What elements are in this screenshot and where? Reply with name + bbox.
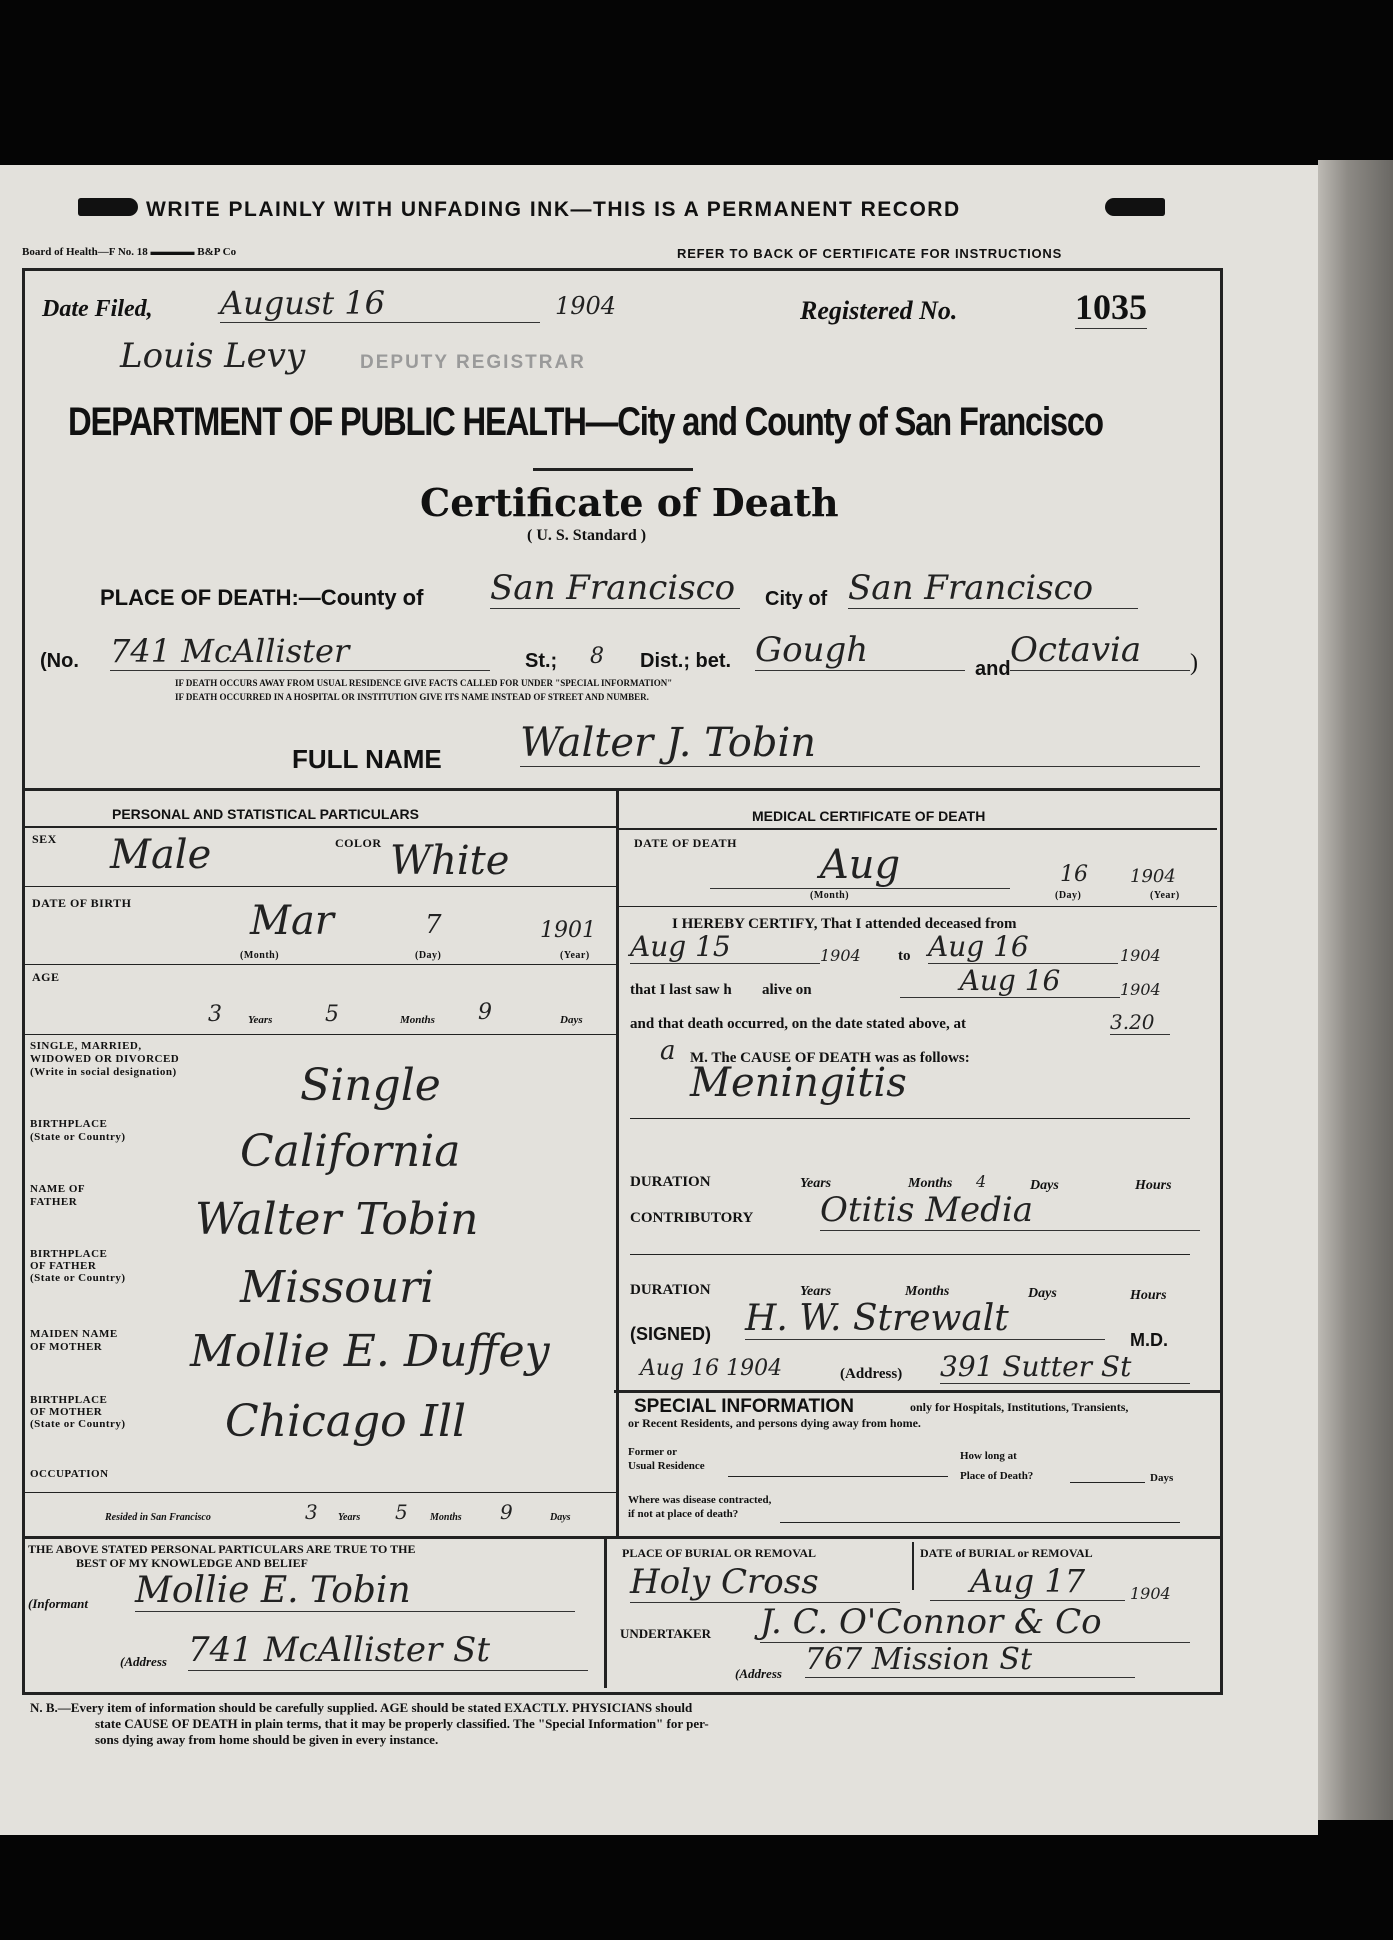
father-label-2: FATHER xyxy=(30,1196,78,1208)
certify-text: I HEREBY CERTIFY, That I attended deceased from xyxy=(672,916,1017,932)
undertaker-name: J. C. O'Connor & Co xyxy=(760,1602,1190,1643)
age-months-caption: Months xyxy=(400,1014,435,1026)
banner-hand-left xyxy=(78,198,138,221)
father-birthplace: Missouri xyxy=(240,1262,435,1313)
burial-place: Holy Cross xyxy=(630,1562,900,1603)
street-no-label: (No. xyxy=(40,650,79,672)
informant-label: (Informant xyxy=(28,1596,88,1611)
registrar-stamp: DEPUTY REGISTRAR xyxy=(360,352,586,373)
page-edge xyxy=(1318,160,1393,1820)
howlong-line xyxy=(1070,1482,1145,1483)
contracted-line xyxy=(780,1522,1180,1523)
informant-name: Mollie E. Tobin xyxy=(135,1570,575,1612)
full-name-value: Walter J. Tobin xyxy=(520,720,1200,767)
between-street-2: Octavia xyxy=(1010,630,1190,671)
color-label: COLOR xyxy=(335,836,382,850)
title-rule xyxy=(533,468,693,471)
father-bp-label-1: BIRTHPLACE xyxy=(30,1248,108,1260)
banner-hand-right xyxy=(1105,198,1165,221)
undertaker-address: 767 Mission St xyxy=(805,1642,1135,1678)
resided-years: 3 xyxy=(305,1500,318,1524)
age-days: 9 xyxy=(478,1000,492,1025)
mother-label-1: MAIDEN NAME xyxy=(30,1328,118,1340)
contributory-line xyxy=(630,1254,1190,1255)
mother-bp-label-1: BIRTHPLACE xyxy=(30,1394,108,1406)
certificate-subtitle: ( U. S. Standard ) xyxy=(527,527,647,544)
date-filed-year: 1904 xyxy=(555,292,617,320)
occupation-label: OCCUPATION xyxy=(30,1468,109,1480)
sex-label: SEX xyxy=(32,832,57,846)
dur1-years: Years xyxy=(800,1176,832,1191)
full-name-label: FULL NAME xyxy=(292,744,442,774)
marital-label-2: WIDOWED OR DIVORCED xyxy=(30,1053,180,1065)
mother-bp-label-3: (State or Country) xyxy=(30,1418,126,1430)
alive-year: 1904 xyxy=(1120,980,1161,999)
informant-statement-2: BEST OF MY KNOWLEDGE AND BELIEF xyxy=(76,1556,308,1570)
form-number: Board of Health—F No. 18 ▬▬▬▬ B&P Co xyxy=(22,246,237,258)
to-label: to xyxy=(898,948,911,964)
footnote-line-1: N. B.—Every item of information should be carefully supplied. AGE should be stated EXACTLY. PHYSICIANS should xyxy=(30,1700,693,1715)
cause-value: Meningitis xyxy=(690,1060,907,1106)
sex-value: Male xyxy=(110,832,212,878)
father-name: Walter Tobin xyxy=(195,1194,479,1245)
alive-on-text: alive on xyxy=(762,982,812,998)
signed-label: (SIGNED) xyxy=(630,1324,711,1344)
place-label: PLACE OF DEATH:—County of xyxy=(100,585,424,610)
bottom-divider xyxy=(22,1536,1220,1539)
resided-days: 9 xyxy=(500,1500,513,1524)
attended-to-year: 1904 xyxy=(1120,946,1161,965)
father-bp-label-3: (State or Country) xyxy=(30,1272,126,1284)
birthplace-label-1: BIRTHPLACE xyxy=(30,1118,108,1130)
refer-note: REFER TO BACK OF CERTIFICATE FOR INSTRUCTIONS xyxy=(677,246,1063,261)
age-months: 5 xyxy=(325,1002,339,1027)
section-divider xyxy=(22,788,1220,791)
row-rule xyxy=(22,1034,616,1035)
marital-label-3: (Write in social designation) xyxy=(30,1066,177,1078)
dob-year-caption: (Year) xyxy=(560,950,590,961)
registrar-signature: Louis Levy xyxy=(120,336,306,376)
undertaker-label: UNDERTAKER xyxy=(620,1626,712,1641)
last-saw-text: that I last saw h xyxy=(630,982,732,998)
dob-label: DATE OF BIRTH xyxy=(32,896,132,910)
medical-header-rule xyxy=(619,828,1217,830)
department-title: DEPARTMENT OF PUBLIC HEALTH—City and County of San Francisco xyxy=(68,400,1103,444)
city-label: City of xyxy=(765,588,828,610)
footnote-line-3: sons dying away from home should be given in every instance. xyxy=(95,1732,439,1747)
dur1-hours: Hours xyxy=(1135,1178,1172,1193)
row-rule xyxy=(22,964,616,965)
former-line xyxy=(728,1476,948,1477)
dur1-days: Days xyxy=(1030,1178,1059,1193)
dod-year: 1904 xyxy=(1130,866,1176,887)
informant-address-label: (Address xyxy=(120,1654,167,1669)
burial-date-label: DATE of BURIAL or REMOVAL xyxy=(920,1546,1093,1560)
howlong-label-1: How long at xyxy=(960,1450,1017,1462)
birthplace-value: California xyxy=(240,1126,461,1177)
age-label: AGE xyxy=(32,970,60,984)
informant-address: 741 McAllister St xyxy=(188,1630,588,1671)
contracted-label-1: Where was disease contracted, xyxy=(628,1494,772,1506)
days-label: Days xyxy=(1150,1472,1174,1484)
attended-from-year: 1904 xyxy=(820,946,861,965)
age-days-caption: Days xyxy=(560,1014,583,1026)
contributory-label: CONTRIBUTORY xyxy=(630,1210,754,1226)
dist-value: 8 xyxy=(590,644,604,669)
dur2-hours: Hours xyxy=(1130,1288,1167,1303)
undertaker-address-label: (Address xyxy=(735,1666,782,1681)
cause-label: M. The CAUSE OF DEATH was as follows: xyxy=(690,1050,970,1066)
close-paren: ) xyxy=(1190,650,1198,676)
dod-month-caption: (Month) xyxy=(810,890,850,901)
st-label: St.; xyxy=(525,650,558,672)
father-bp-label-2: OF FATHER xyxy=(30,1260,97,1272)
dur2-months: Months xyxy=(905,1284,950,1299)
cause-line xyxy=(630,1118,1190,1119)
age-years-caption: Years xyxy=(248,1014,273,1026)
informant-statement-1: THE ABOVE STATED PERSONAL PARTICULARS ARE TRUE TO THE xyxy=(28,1542,416,1556)
dob-month: Mar xyxy=(250,898,334,944)
dob-month-caption: (Month) xyxy=(240,950,280,961)
dod-day: 16 xyxy=(1060,862,1088,887)
resided-months-caption: Months xyxy=(430,1512,462,1523)
mother-bp-label-2: OF MOTHER xyxy=(30,1406,103,1418)
dur2-days: Days xyxy=(1028,1286,1057,1301)
dob-day-caption: (Day) xyxy=(415,950,442,961)
resided-days-caption: Days xyxy=(550,1512,571,1523)
marital-value: Single xyxy=(300,1060,441,1111)
contributory-value: Otitis Media xyxy=(820,1190,1200,1231)
date-filed-value: August 16 xyxy=(220,284,540,323)
resided-years-caption: Years xyxy=(338,1512,361,1523)
death-time: 3.20 xyxy=(1110,1010,1170,1035)
occurred-text: and that death occurred, on the date stated above, at xyxy=(630,1016,966,1032)
birthplace-label-2: (State or Country) xyxy=(30,1131,126,1143)
age-years: 3 xyxy=(208,1002,222,1027)
physician-address-label: (Address) xyxy=(840,1366,903,1382)
father-label-1: NAME OF xyxy=(30,1183,86,1195)
burial-year: 1904 xyxy=(1130,1584,1171,1603)
md-label: M.D. xyxy=(1130,1330,1168,1350)
personal-header-rule xyxy=(22,826,616,828)
between-street-1: Gough xyxy=(755,630,965,671)
physician-address: 391 Sutter St xyxy=(940,1350,1190,1384)
resided-label: Resided in San Francisco xyxy=(105,1512,211,1523)
dob-day: 7 xyxy=(425,910,442,940)
marital-label-1: SINGLE, MARRIED, xyxy=(30,1040,142,1052)
dist-label: Dist.; bet. xyxy=(640,650,732,672)
registered-number: 1035 xyxy=(1075,287,1147,327)
certificate-title: Certificate of Death xyxy=(420,480,839,525)
contracted-label-2: if not at place of death? xyxy=(628,1508,739,1520)
place-note-1: IF DEATH OCCURS AWAY FROM USUAL RESIDENCE GIVE FACTS CALLED FOR UNDER "SPECIAL INFORMATION" xyxy=(175,678,673,688)
burial-divider xyxy=(912,1542,914,1590)
mother-birthplace: Chicago Ill xyxy=(225,1396,467,1447)
dod-year-caption: (Year) xyxy=(1150,890,1180,901)
registered-label: Registered No. xyxy=(800,296,958,325)
alive-date: Aug 16 xyxy=(900,964,1120,998)
attended-to: Aug 16 xyxy=(928,930,1118,964)
street-no-value: 741 McAllister xyxy=(110,632,490,671)
dur1-months: Months xyxy=(908,1176,953,1191)
footnote-line-2: state CAUSE OF DEATH in plain terms, that it may be properly classified. The "Special Information" for per- xyxy=(95,1716,709,1731)
dod-label: DATE OF DEATH xyxy=(634,836,737,850)
row-rule xyxy=(22,886,616,887)
former-label-1: Former or xyxy=(628,1446,677,1458)
top-banner: WRITE PLAINLY WITH UNFADING INK—THIS IS A PERMANENT RECORD xyxy=(146,198,961,221)
burial-date: Aug 17 xyxy=(930,1562,1125,1601)
special-title-rest: only for Hospitals, Institutions, Transients, xyxy=(910,1400,1129,1414)
date-filed-label: Date Filed, xyxy=(42,296,153,322)
place-county: San Francisco xyxy=(490,568,740,609)
howlong-label-2: Place of Death? xyxy=(960,1470,1034,1482)
mother-name: Mollie E. Duffey xyxy=(190,1326,550,1377)
attended-from: Aug 15 xyxy=(630,930,820,964)
am-value: a xyxy=(660,1036,676,1066)
dur1-months-value: 4 xyxy=(976,1172,987,1191)
dod-month: Aug xyxy=(710,842,1010,889)
former-label-2: Usual Residence xyxy=(628,1460,705,1472)
row-rule xyxy=(22,1492,616,1493)
mother-label-2: OF MOTHER xyxy=(30,1341,103,1353)
dob-year: 1901 xyxy=(540,918,596,943)
dod-day-caption: (Day) xyxy=(1055,890,1082,901)
place-city: San Francisco xyxy=(848,568,1138,609)
bottom-column-divider xyxy=(604,1538,607,1688)
sign-date: Aug 16 1904 xyxy=(640,1356,783,1381)
place-note-2: IF DEATH OCCURRED IN A HOSPITAL OR INSTITUTION GIVE ITS NAME INSTEAD OF STREET AND NUMBER. xyxy=(175,692,649,702)
personal-header: PERSONAL AND STATISTICAL PARTICULARS xyxy=(112,806,419,822)
medical-header: MEDICAL CERTIFICATE OF DEATH xyxy=(752,808,986,824)
special-title: SPECIAL INFORMATION xyxy=(634,1396,854,1417)
burial-place-label: PLACE OF BURIAL OR REMOVAL xyxy=(622,1546,817,1560)
resided-months: 5 xyxy=(395,1500,408,1524)
row-rule xyxy=(619,906,1217,907)
duration-label-2: DURATION xyxy=(630,1282,711,1298)
special-line-2: or Recent Residents, and persons dying away from home. xyxy=(628,1416,921,1430)
duration-label-1: DURATION xyxy=(630,1174,711,1190)
physician-signature: H. W. Strewalt xyxy=(745,1298,1105,1340)
and-label: and xyxy=(975,658,1011,680)
dur2-years: Years xyxy=(800,1284,832,1299)
color-value: White xyxy=(390,838,510,884)
